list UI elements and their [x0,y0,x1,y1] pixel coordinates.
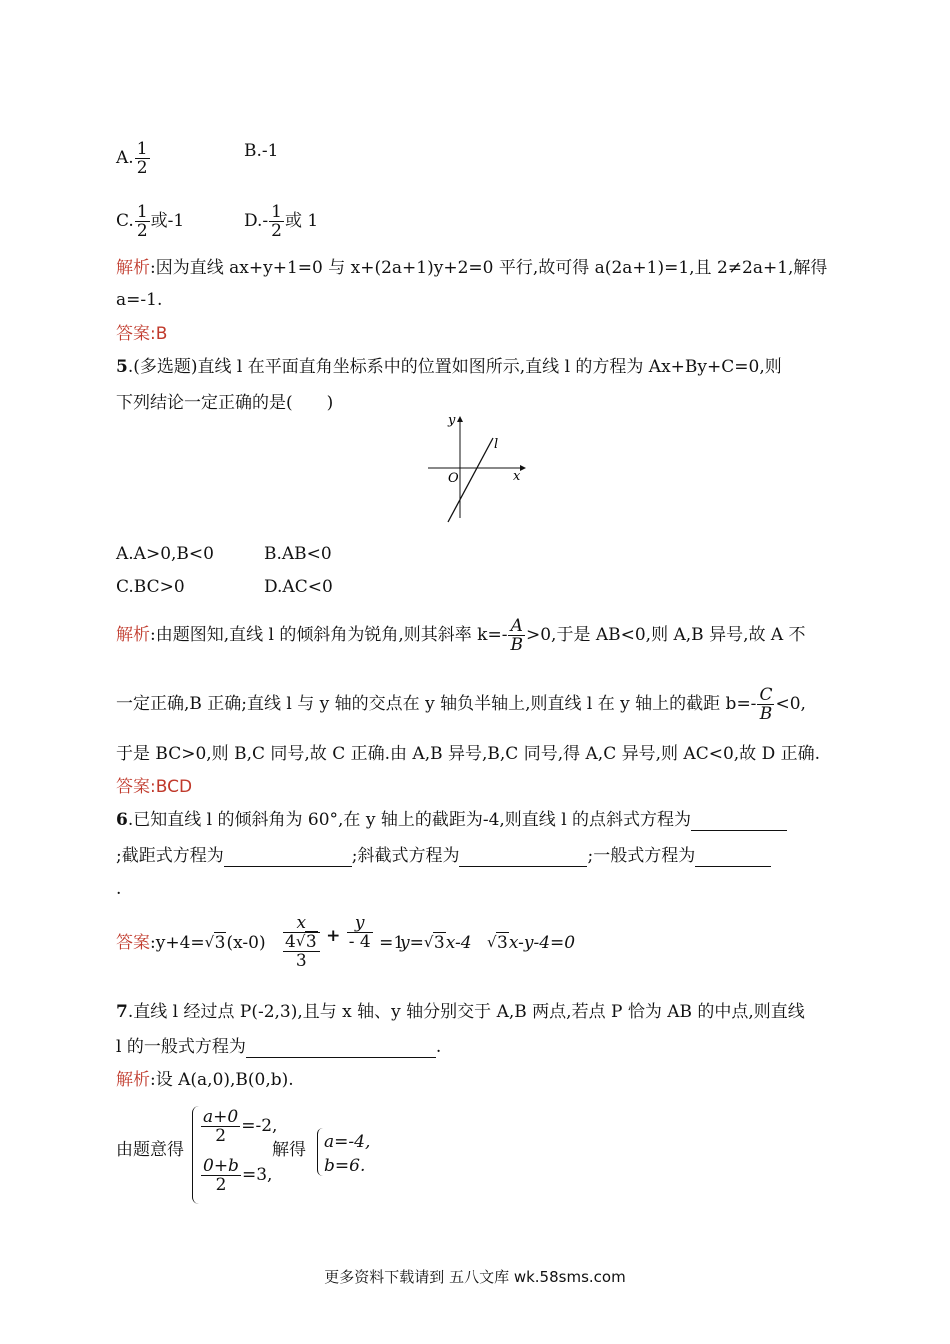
left-brace [317,1128,323,1176]
solution-b: b=6. [324,1156,366,1176]
system-eq2: $\frac{0+b}{2}$ =3, [203,1156,273,1195]
q5-analysis-line3: 于是 BC>0,则 B,C 同号,故 C 正确.由 A,B 异号,B,C 同号,得 A,C 异号,则 AC<0,故 D 正确. [116,744,821,764]
answer-blank[interactable] [246,1039,436,1058]
fraction: $\frac{1}{2}$ [136,139,148,178]
solution-a: a=-4, [324,1132,371,1152]
answer-blank[interactable] [459,848,587,867]
fraction: $\frac{C}{B}$ [759,685,773,724]
fraction: $\frac{A}{B}$ [510,616,523,655]
q6-stem-line1: 6.已知直线 l 的倾斜角为 60°,在 y 轴上的截距为-4,则直线 l 的点斜式方程为 [116,809,787,831]
q5-stem-line2: 下列结论一定正确的是( ) [116,393,334,413]
fraction: x 4√ 3 3 [283,914,320,970]
sqrt: √ 3 [487,932,509,954]
y-axis-arrow [457,416,463,422]
q5-answer: 答案:BCD [116,777,193,797]
sqrt: √ 3 [424,932,446,954]
fraction: $\frac{a+0}{2}$ [203,1107,239,1146]
sqrt: √ 3 [205,932,227,954]
q4-analysis-line2: a=-1. [116,290,163,310]
analysis-label: 解析 [116,625,150,645]
answer-blank[interactable] [224,848,352,867]
q5-stem-line1: 5.(多选题)直线 l 在平面直角坐标系中的位置如图所示,直线 l 的方程为 Ax+By+C=0,则 [116,357,782,377]
q6-answer-label-line: 答案:y+4=√ 3(x-0) [116,932,266,954]
system-eq1: $\frac{a+0}{2}$ =-2, [203,1107,278,1146]
question-number: 6 [116,810,128,830]
fraction: $\frac{y}{- 4}$ [348,913,371,952]
answer-label: 答案 [116,777,150,797]
question-number: 7 [116,1002,128,1022]
fraction: $\frac{1}{2}$ [271,202,282,241]
q4-analysis-line1: 解析:因为直线 ax+y+1=0 与 x+(2a+1)y+2=0 平行,故可得 a(2a+1)=1,且 2≠2a+1,解得 [116,258,828,278]
origin-label: O [448,471,459,486]
footer-source: 更多资料下载请到 五八文库 wk.58sms.com [324,1268,626,1286]
q6-stem-line2: ;截距式方程为 ;斜截式方程为 ;一般式方程为 [116,845,771,867]
q5-analysis-line2: 一定正确,B 正确;直线 l 与 y 轴的交点在 y 轴负半轴上,则直线 l 在 y 轴上的截距 b=- $\frac{C}{B}$ <0, [116,685,806,724]
q6-answer-intercept-form: x 4√ 3 3 + $\frac{y}{- 4}$ =1 [282,914,404,970]
question-number: 5 [116,357,128,377]
q5-option-d: D.AC<0 [264,577,333,597]
q4-answer: 答案:B [116,324,168,344]
answer-label: 答案 [116,933,150,953]
answer-label: 答案 [116,324,150,344]
q4-option-a [116,140,151,177]
analysis-label: 解析 [116,258,150,278]
q5-analysis-line1: 解析:由题图知,直线 l 的倾斜角为锐角,则其斜率 k=- $\frac{A}{B}$ >0,于是 AB<0,则 A,B 异号,故 A 不 [116,616,806,655]
system-prefix: 由题意得 [116,1140,184,1160]
q5-option-c: C.BC>0 [116,577,185,597]
q6-answer-slope-form: y=√ 3x-4 [400,932,472,954]
left-brace [192,1106,199,1204]
q4-option-c: C. $\frac{1}{2}$ 或-1 [116,202,185,241]
fraction: $\frac{0+b}{2}$ [203,1156,239,1195]
q7-stem-line2: l 的一般式方程为 . [116,1037,442,1057]
answer-blank[interactable] [695,848,771,867]
line-label: l [494,437,499,452]
q4-option-d: D.- $\frac{1}{2}$ 或 1 [244,202,319,241]
q5-option-a: A.A>0,B<0 [116,544,214,564]
q7-stem-line1: 7.直线 l 经过点 P(-2,3),且与 x 轴、y 轴分别交于 A,B 两点,若点 P 恰为 AB 的中点,则直线 [116,1002,805,1022]
q6-stem-line3: . [116,879,122,899]
fraction: $\frac{1}{2}$ [136,202,148,241]
analysis-label: 解析 [116,1070,150,1090]
answer-blank[interactable] [691,812,787,831]
q5-option-b: B.AB<0 [264,544,332,564]
y-axis-label: y [448,413,456,428]
q4-option-b: B.-1 [244,141,279,161]
system-mid: 解得 [272,1140,306,1160]
coordinate-figure [420,410,530,528]
x-axis-label: x [513,469,521,484]
q7-analysis-line1: 解析:设 A(a,0),B(0,b). [116,1070,294,1090]
q6-answer-general-form: √ 3x-y-4=0 [487,932,575,954]
option-label: A. [116,148,134,168]
x-axis-arrow [520,465,526,471]
